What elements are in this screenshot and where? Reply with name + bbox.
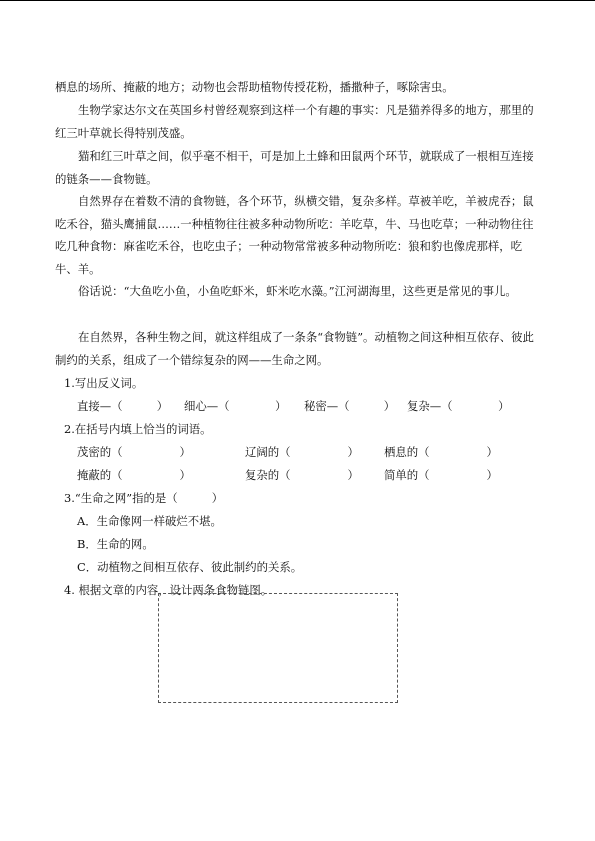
top-border-line	[0, 0, 595, 1]
question-3-title: 3.“生命之网”指的是（ ）	[64, 491, 224, 505]
passage-paragraph-4: 自然界存在着数不清的食物链，各个环节，纵横交错，复杂多样。草被羊吃，羊被虎吞；鼠吃禾谷，猫头鹰捕鼠……一种植物往往被多种动物所吃：羊吃草，牛、马也吃草；一种动物往往吃几种食物：麻雀吃禾谷，也吃虫子；一种动物常常被多种动物所吃：狼和豹也像虎那样，吃牛、羊。	[55, 194, 534, 276]
antonym-item-1: 直接—（ ）	[77, 399, 169, 413]
fill-item-2: 辽阔的（ ）	[245, 445, 359, 459]
fill-item-1: 茂密的（ ）	[77, 445, 191, 459]
passage-paragraph-2: 生物学家达尔文在英国乡村曾经观察到这样一个有趣的事实：凡是猫养得多的地方，那里的红三叶草就长得特别茂盛。	[55, 103, 534, 140]
option-a: A．生命像网一样破烂不堪。	[77, 514, 222, 528]
fill-item-6: 简单的（ ）	[384, 468, 498, 482]
fill-item-3: 栖息的（ ）	[384, 445, 498, 459]
option-c: C．动植物之间相互依存、彼此制约的关系。	[77, 560, 303, 574]
option-b: B．生命的网。	[77, 537, 154, 551]
passage-paragraph-1: 栖息的场所、掩蔽的地方；动物也会帮助植物传授花粉，播撒种子，啄除害虫。	[55, 80, 454, 94]
fill-item-5: 复杂的（ ）	[245, 468, 359, 482]
antonym-item-4: 复杂—（ ）	[407, 399, 510, 413]
fill-item-4: 掩蔽的（ ）	[77, 468, 191, 482]
question-2-title: 2.在括号内填上恰当的词语。	[64, 422, 212, 436]
antonym-item-2: 细心—（ ）	[184, 399, 287, 413]
passage-paragraph-6: 在自然界，各种生物之间，就这样组成了一条条“食物链”。动植物之间这种相互依存、彼此制约的关系，组成了一个错综复杂的网——生命之网。	[55, 330, 534, 367]
food-chain-answer-box[interactable]	[158, 593, 398, 703]
question-4-title: 4. 根据文章的内容，设计两条食物链图。	[64, 583, 273, 597]
question-1-title: 1.写出反义词。	[64, 376, 144, 390]
passage-paragraph-3: 猫和红三叶草之间，似乎毫不相干，可是加上土蜂和田鼠两个环节，就联成了一根相互连接的链条——食物链。	[55, 149, 534, 186]
antonym-item-3: 秘密—（ ）	[304, 399, 396, 413]
passage-paragraph-5: 俗话说：“大鱼吃小鱼，小鱼吃虾米，虾米吃水藻。”江河湖海里，这些更是常见的事儿。	[78, 284, 517, 298]
